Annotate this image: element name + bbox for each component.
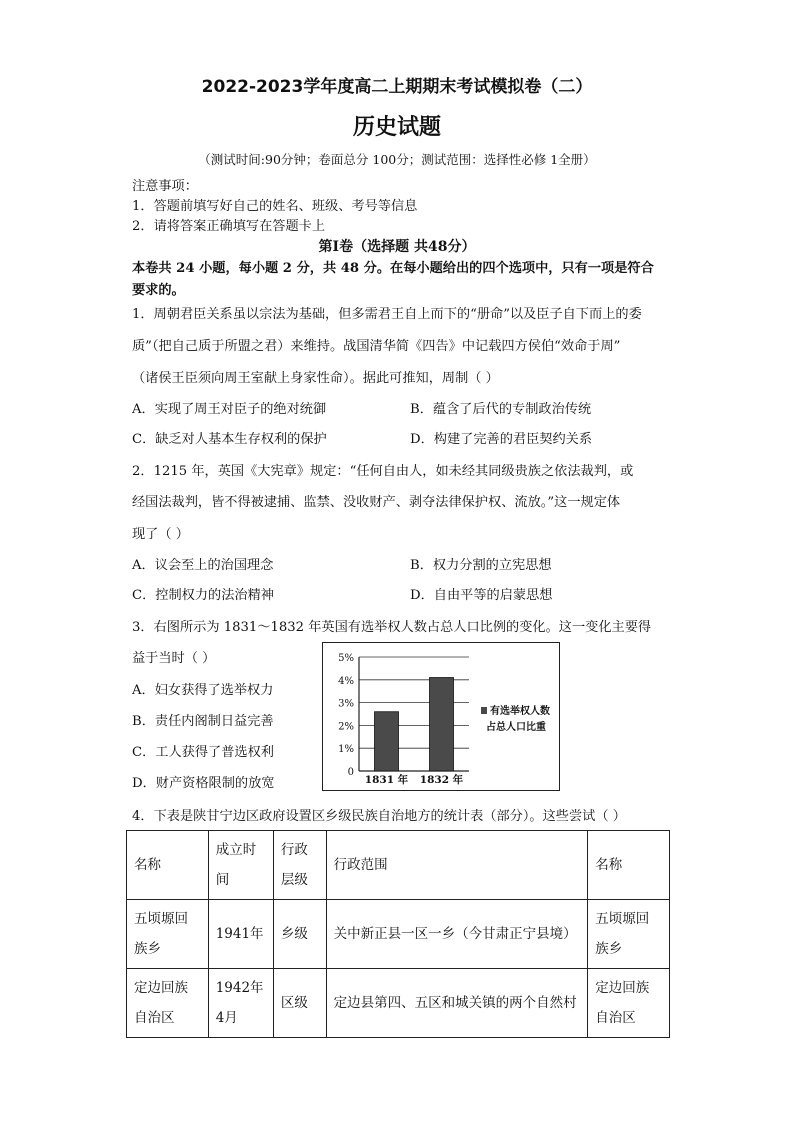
bar bbox=[375, 712, 399, 771]
q2-option-c: C．控制权力的法治精神 bbox=[132, 588, 274, 603]
notes-item-2: 2．请将答案正确填写在答题卡上 bbox=[132, 219, 326, 234]
q3-option-a: A．妇女获得了选举权力 bbox=[132, 683, 274, 698]
q3-stem-line-1: 3．右图所示为 1831～1832 年英国有选举权人数占总人口比例的变化。这一变化主要得 bbox=[132, 620, 652, 635]
x-tick-label: 1832 年 bbox=[419, 774, 464, 786]
voter-ratio-chart-svg bbox=[323, 643, 559, 790]
y-tick-label: 4% bbox=[338, 675, 354, 687]
table-header-cell: 成立时间 bbox=[208, 831, 273, 900]
q2-option-b: B．权力分割的立宪思想 bbox=[410, 558, 552, 573]
autonomy-table bbox=[126, 830, 670, 1038]
table-cell: 定边县第四、五区和城关镇的两个自然村 bbox=[326, 969, 588, 1038]
table-cell: 五顷塬回族乡 bbox=[127, 900, 209, 969]
table-row bbox=[127, 969, 670, 1038]
q2-stem-line-3: 现了（ ） bbox=[132, 527, 189, 542]
legend-label-line-2: 占总人口比重 bbox=[486, 722, 546, 733]
table-cell: 关中新正县一区一乡（今甘肃正宁县境） bbox=[326, 900, 588, 969]
q3-stem-line-2: 益于当时（ ） bbox=[132, 651, 216, 666]
y-tick-label: 1% bbox=[338, 744, 354, 756]
q3-option-d: D．财产资格限制的放宽 bbox=[132, 776, 275, 791]
q3-option-c: C．工人获得了普选权利 bbox=[132, 745, 274, 760]
notes-heading: 注意事项： bbox=[132, 179, 198, 194]
q2-option-d: D．自由平等的启蒙思想 bbox=[410, 588, 553, 603]
q3-option-b: B．责任内阁制日益完善 bbox=[132, 714, 274, 729]
table-row bbox=[127, 900, 670, 969]
table-cell: 1942年4月 bbox=[208, 969, 273, 1038]
q1-option-d: D．构建了完善的君臣契约关系 bbox=[410, 432, 593, 447]
legend-label-line-1: 有选举权人数 bbox=[490, 706, 550, 717]
section-intro-line-1: 本卷共 24 小题，每小题 2 分，共 48 分。在每小题给出的四个选项中，只有一项是符合 bbox=[132, 261, 654, 276]
voter-ratio-chart bbox=[322, 642, 560, 791]
q1-option-b: B．蕴含了后代的专制政治传统 bbox=[410, 402, 592, 417]
table-header-cell: 行政层级 bbox=[273, 831, 326, 900]
table-header-cell: 名称 bbox=[588, 831, 670, 900]
y-tick-label: 2% bbox=[338, 721, 354, 733]
table-header-cell: 名称 bbox=[127, 831, 209, 900]
q1-stem-line-3: （诸侯王臣须向周王室献上身家性命）。据此可推知，周制（ ） bbox=[132, 371, 499, 386]
q1-option-a: A．实现了周王对臣子的绝对统御 bbox=[132, 402, 327, 417]
q2-stem-line-2: 经国法裁判，皆不得被逮捕、监禁、没收财产、剥夺法律保护权、流放。”这一规定体 bbox=[132, 495, 621, 510]
table-cell: 定边回族自治区 bbox=[588, 969, 670, 1038]
table-cell: 区级 bbox=[273, 969, 326, 1038]
q2-option-a: A．议会至上的治国理念 bbox=[132, 558, 274, 573]
q4-stem-line-1: 4．下表是陕甘宁边区政府设置区乡级民族自治地方的统计表（部分）。这些尝试（ ） bbox=[132, 809, 626, 824]
table-cell: 1941年 bbox=[208, 900, 273, 969]
table-header-row bbox=[127, 831, 670, 900]
subject-title: 历史试题 bbox=[352, 115, 441, 140]
q2-stem-line-1: 2．1215 年，英国《大宪章》规定：“任何自由人，如未经其同级贵族之依法裁判，或 bbox=[132, 464, 634, 479]
exam-info: （测试时间:90分钟；卷面总分 100分；测试范围：选择性必修 1全册） bbox=[198, 152, 596, 167]
y-tick-label: 3% bbox=[338, 698, 354, 710]
exam-title: 2022-2023学年度高二上期期末考试模拟卷（二） bbox=[201, 77, 593, 97]
table-cell: 五顷塬回族乡 bbox=[588, 900, 670, 969]
table-cell: 定边回族自治区 bbox=[127, 969, 209, 1038]
y-tick-label: 0 bbox=[347, 767, 354, 778]
section-intro-line-2: 要求的。 bbox=[132, 283, 185, 298]
q1-stem-line-1: 1．周朝君臣关系虽以宗法为基础，但多需君王自上而下的“册命”以及臣子自下而上的委 bbox=[132, 307, 642, 322]
legend-swatch bbox=[481, 707, 487, 714]
bar bbox=[430, 678, 454, 771]
q1-option-c: C．缺乏对人基本生存权利的保护 bbox=[132, 432, 327, 447]
y-tick-label: 5% bbox=[338, 653, 354, 664]
q1-stem-line-2: 质”（把自己质于所盟之君）来维持。战国清华简《四告》中记载四方侯伯“效命于周” bbox=[132, 339, 621, 354]
table-header-cell: 行政范围 bbox=[326, 831, 588, 900]
notes-item-1: 1．答题前填写好自己的姓名、班级、考号等信息 bbox=[132, 199, 418, 214]
table-cell: 乡级 bbox=[273, 900, 326, 969]
x-tick-label: 1831 年 bbox=[364, 774, 409, 786]
section-title: 第Ⅰ卷（选择题 共48分） bbox=[318, 239, 476, 255]
